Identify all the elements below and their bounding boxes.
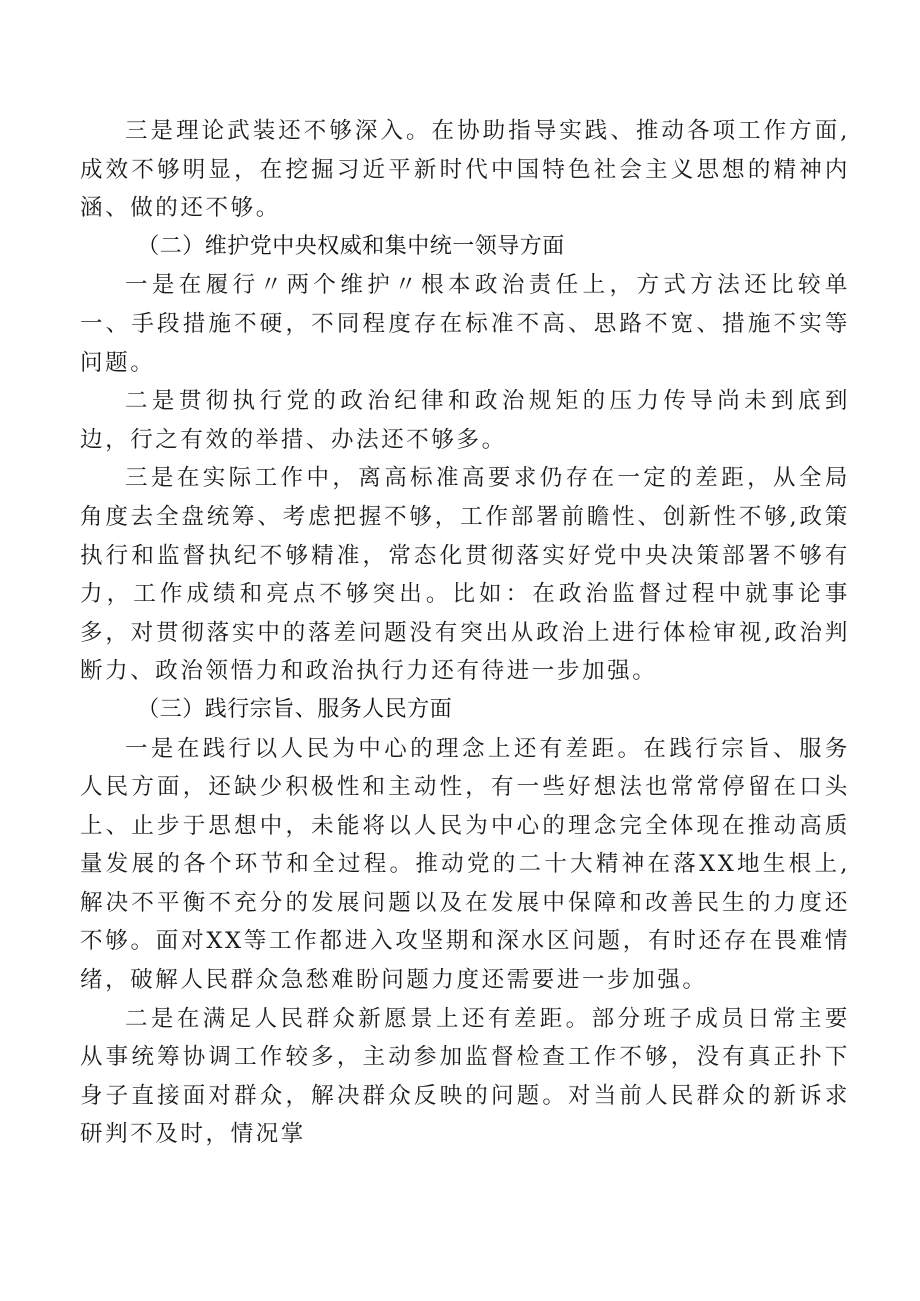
section-heading-3: （三）践行宗旨、服务人民方面 — [137, 696, 453, 722]
paragraph-new-aspirations: 二是在满足人民群众新愿景上还有差距。部分班子成员日常主要从事统筹协调工作较多，主动参加监督检查工作不够，没有真正扑下身子直接面对群众，解决群众反映的问题。对当前人民群众的新诉求研判不及时，情况掌 — [80, 1005, 850, 1148]
paragraph-political-discipline: 二是贯彻执行党的政治纪律和政治规矩的压力传导尚未到底到边，行之有效的举措、办法还不够多。 — [80, 388, 850, 453]
paragraph-practical-work: 三是在实际工作中，离高标准高要求仍存在一定的差距，从全局角度去全盘统筹、考虑把握不够，工作部署前瞻性、创新性不够,政策执行和监督执纪不够精准，常态化贯彻落实好党中央决策部署不够有力，工作成绩和亮点不够突出。比如：在政治监督过程中就事论事多，对贯彻落实中的落差问题没有突出从政治上进行体检审视,政治判断力、政治领悟力和政治执行力还有待进一步加强。 — [80, 465, 850, 685]
document-body — [80, 112, 850, 1154]
paragraph-theory-armament: 三是理论武装还不够深入。在协助指导实践、推动各项工作方面,成效不够明显，在挖掘习近平新时代中国特色社会主义思想的精神内涵、做的还不够。 — [80, 118, 850, 222]
paragraph-people-centered: 一是在践行以人民为中心的理念上还有差距。在践行宗旨、服务人民方面，还缺少积极性和主动性，有一些好想法也常常停留在口头上、止步于思想中，未能将以人民为中心的理念完全体现在推动高质量发展的各个环节和全过程。推动党的二十大精神在落XX地生根上,解决不平衡不充分的发展问题以及在发展中保障和改善民生的力度还不够。面对XX等工作都进入攻坚期和深水区问题，有时还存在畏难情绪，破解人民群众急愁难盼问题力度还需要进一步加强。 — [80, 735, 850, 994]
paragraph-two-safeguards: 一是在履行〃两个维护〃根本政治责任上，方式方法还比较单一、手段措施不硬，不同程度存在标准不高、思路不宽、措施不实等问题。 — [80, 272, 850, 376]
section-heading-2: （二）维护党中央权威和集中统一领导方面 — [137, 233, 565, 259]
